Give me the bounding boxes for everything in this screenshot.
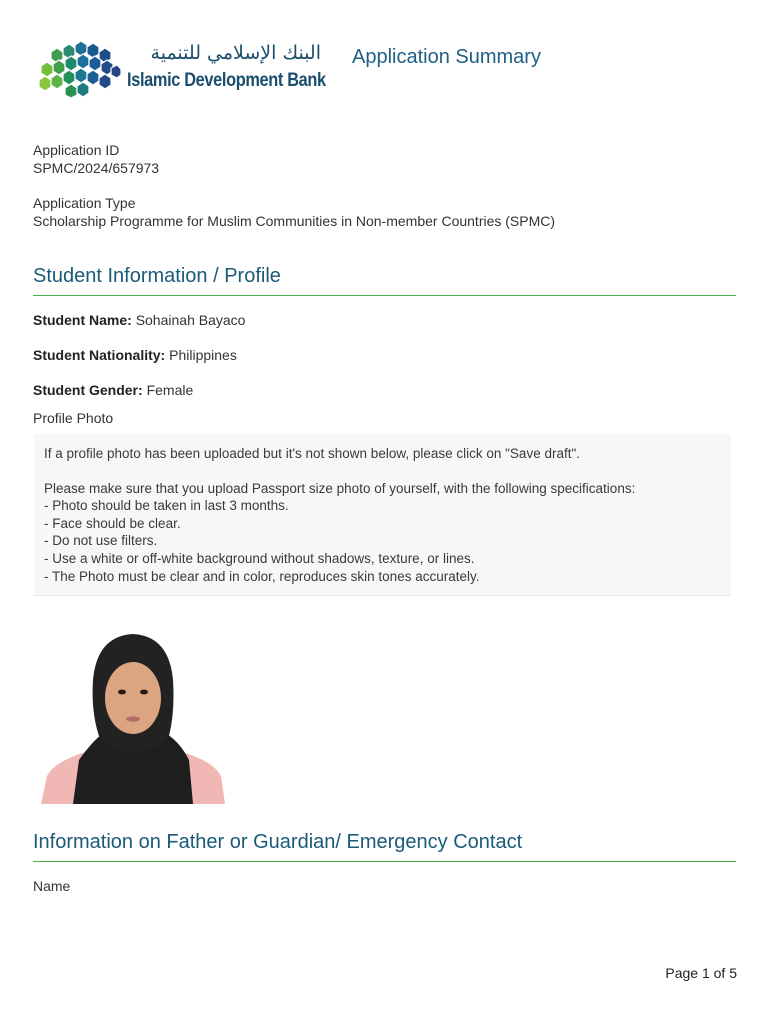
notice-spec-item: - Face should be clear. [44,515,181,531]
page-title: Application Summary [352,46,541,68]
page-number: Page 1 of 5 [665,965,737,981]
section-divider [33,295,736,296]
student-name-label: Student Name: [33,312,132,328]
application-id-value: SPMC/2024/657973 [33,160,160,176]
notice-spec-item: - Photo should be taken in last 3 months. [44,498,289,514]
student-nationality-field [33,347,237,363]
student-gender-field [33,382,193,398]
guardian-name-label: Name [33,878,71,894]
student-name-field [33,312,245,328]
notice-spec-item: - Do not use filters. [44,533,158,549]
photo-notice-box [34,434,731,596]
application-id-label: Application ID [33,142,120,158]
section-divider [33,861,736,862]
profile-photo [33,600,236,804]
application-type-label: Application Type [33,195,136,211]
logo-arabic-text: البنك الإسلامي للتنمية [150,42,321,64]
application-type-value: Scholarship Programme for Muslim Communities in Non-member Countries (SPMC) [33,213,556,229]
student-name-value: Sohainah Bayaco [135,312,246,328]
profile-photo-image [33,600,236,804]
guardian-section-title: Information on Father or Guardian/ Emergency Contact [33,831,523,853]
notice-spec-item: - The Photo must be clear and in color, reproduces skin tones accurately. [44,568,480,584]
header [37,38,637,98]
logo-english-text: Islamic Development Bank [127,70,326,91]
profile-photo-label: Profile Photo [33,410,114,426]
student-nationality-label: Student Nationality: [33,347,166,363]
notice-intro-text: Please make sure that you upload Passport size photo of yourself, with the following specifications: [44,480,636,496]
notice-spec-item: - Use a white or off-white background without shadows, texture, or lines. [44,550,475,566]
notice-save-draft-text: If a profile photo has been uploaded but it's not shown below, please click on "Save draft". [44,446,581,461]
student-gender-label: Student Gender: [33,382,143,398]
isdb-logo-icon [37,38,121,98]
student-gender-value: Female [146,382,194,398]
student-section-title: Student Information / Profile [33,265,281,287]
student-nationality-value: Philippines [169,347,237,363]
